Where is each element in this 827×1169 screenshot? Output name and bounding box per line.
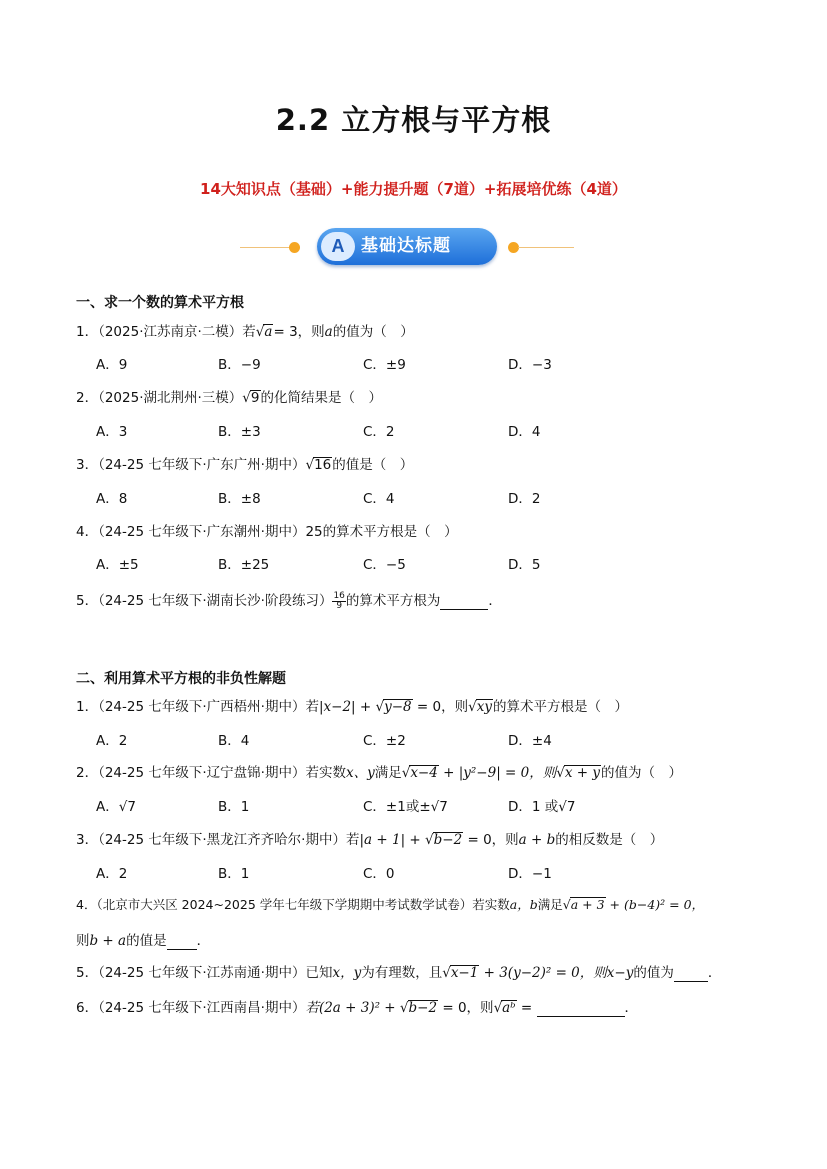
option-d[interactable]: D．±4 — [508, 733, 552, 749]
radical-expr: y−8 — [384, 699, 412, 715]
question-text: ． — [196, 933, 211, 949]
radical-expr: 9 — [250, 390, 260, 406]
question-2-1: 1．（24-25 七年级下·广西梧州·期中）若|x−2| + √y−8 = 0，则√xy的算术平方根是（ ） — [76, 699, 628, 715]
question-text: = 3，则 — [273, 324, 325, 340]
question-text: 若实数 — [472, 897, 510, 912]
question-text: 的值为 — [633, 965, 674, 981]
question-number: 5． — [76, 965, 99, 981]
question-number: 4． — [76, 897, 97, 912]
fraction-denominator: 9 — [336, 600, 343, 611]
question-text: 的值为（ ） — [601, 765, 682, 781]
question-text: 的相反数是（ ） — [555, 832, 664, 848]
math-var: a — [324, 324, 333, 340]
question-number: 5． — [76, 593, 99, 609]
option-c[interactable]: C．±9 — [363, 357, 406, 373]
option-b[interactable]: B．±25 — [218, 557, 270, 573]
option-a[interactable]: A．±5 — [96, 557, 139, 573]
math-vars: x、y — [345, 765, 375, 781]
banner-left-dot — [289, 242, 300, 253]
math-expr: + 3(y−2)² = 0，则 — [479, 965, 607, 981]
question-2-4-line2 — [76, 929, 210, 950]
question-text: 的算术平方根为 — [345, 593, 441, 609]
option-d[interactable]: D．−3 — [508, 357, 552, 373]
banner-text: 基础达标题 — [361, 236, 451, 256]
option-a[interactable]: A．8 — [96, 491, 128, 507]
question-text: = 0，则 — [463, 832, 519, 848]
question-number: 2． — [76, 765, 99, 781]
radical-expr: a — [264, 324, 273, 340]
answer-blank[interactable] — [537, 1000, 625, 1017]
math-expr: x−y — [606, 965, 634, 981]
question-text: 的值是 — [126, 933, 167, 949]
question-text: ． — [707, 965, 722, 981]
question-source: （24-25 七年级下·江西南昌·期中） — [98, 1000, 306, 1016]
banner-right-line — [518, 247, 574, 248]
question-number: 4． — [76, 524, 99, 540]
option-a[interactable]: A．√7 — [96, 799, 136, 815]
banner-left-line — [240, 247, 296, 248]
question-source: （24-25 七年级下·江苏南通·期中） — [98, 965, 306, 981]
option-a[interactable]: A．3 — [96, 424, 128, 440]
section-heading-1: 一、求一个数的算术平方根 — [76, 295, 244, 311]
math-vars: a，b — [509, 897, 538, 912]
question-2-6: 6．（24-25 七年级下·江西南昌·期中）若(2a + 3)² + √b−2 = 0，则√aᵇ = ． — [76, 1000, 639, 1016]
math-vars: x，y — [332, 965, 362, 981]
radical-expr: x−1 — [450, 965, 479, 981]
option-d[interactable]: D．4 — [508, 424, 541, 440]
question-2-2: 2．（24-25 七年级下·辽宁盘锦·期中）若实数x、y满足√x−4 + |y²−9| = 0，则√x + y的值为（ ） — [76, 765, 682, 781]
question-source: （2025·江苏南京·二模） — [98, 324, 243, 340]
section-heading-2: 二、利用算术平方根的非负性解题 — [76, 671, 286, 687]
option-c[interactable]: C．4 — [363, 491, 395, 507]
question-text: 的值为（ ） — [332, 324, 414, 340]
question-text: 的算术平方根是（ ） — [492, 699, 628, 715]
fraction — [332, 592, 345, 611]
question-number: 1． — [76, 324, 99, 340]
answer-blank[interactable] — [167, 933, 197, 950]
question-text: = — [516, 1000, 537, 1016]
question-source: （24-25 七年级下·广东潮州·期中） — [98, 524, 306, 540]
option-d[interactable]: D．2 — [508, 491, 541, 507]
question-number: 1． — [76, 699, 99, 715]
radical-expr: x + y — [564, 765, 600, 781]
question-source: （24-25 七年级下·辽宁盘锦·期中） — [98, 765, 306, 781]
question-number: 3． — [76, 457, 99, 473]
option-a[interactable]: A．2 — [96, 866, 128, 882]
option-b[interactable]: B．±8 — [218, 491, 261, 507]
math-expr: a + b — [518, 832, 556, 848]
question-source: （24-25 七年级下·黑龙江齐齐哈尔·期中） — [98, 832, 346, 848]
question-1-5 — [76, 589, 502, 611]
question-text: = 0，则 — [438, 1000, 494, 1016]
option-b[interactable]: B．4 — [218, 733, 250, 749]
question-2-3: 3．（24-25 七年级下·黑龙江齐齐哈尔·期中）若|a + 1| + √b−2 = 0，则a + b的相反数是（ ） — [76, 832, 664, 848]
question-2-4: 4．（北京市大兴区 2024~2025 学年七年级下学期期中考试数学试卷）若实数a，b满足√a + 3 + (b−4)² = 0， — [76, 897, 705, 912]
question-text: 若| — [305, 699, 324, 715]
math-expr: 若(2a + 3)² + — [305, 1000, 400, 1016]
question-source: （北京市大兴区 2024~2025 学年七年级下学期期中考试数学试卷） — [96, 897, 473, 912]
option-c[interactable]: C．0 — [363, 866, 395, 882]
question-2-5: 5．（24-25 七年级下·江苏南通·期中）已知x，y为有理数，且√x−1 + 3(y−2)² = 0，则x−y的值为 ． — [76, 965, 722, 981]
question-source: （24-25 七年级下·湖南长沙·阶段练习） — [98, 593, 333, 609]
question-source: （24-25 七年级下·广东广州·期中） — [98, 457, 306, 473]
question-text: 若| — [345, 832, 365, 848]
radical-expr: xy — [476, 699, 492, 715]
question-text: 则 — [76, 933, 90, 949]
option-d[interactable]: D．5 — [508, 557, 541, 573]
option-c[interactable]: C．−5 — [363, 557, 406, 573]
option-b[interactable]: B．−9 — [218, 357, 261, 373]
question-text: 满足 — [537, 897, 563, 912]
radical-expr: aᵇ — [502, 1000, 516, 1016]
answer-blank[interactable] — [440, 593, 488, 610]
question-number: 3． — [76, 832, 99, 848]
question-1-3: 3．（24-25 七年级下·广东广州·期中）√16的值是（ ） — [76, 457, 414, 473]
math-expr: + (b−4)² = 0， — [605, 897, 705, 912]
math-expr: + |y²−9| = 0，则 — [438, 765, 557, 781]
option-a[interactable]: A．9 — [96, 357, 128, 373]
question-1-4 — [76, 520, 458, 540]
radical-expr: x−4 — [410, 765, 438, 781]
option-d[interactable]: D．1 或√7 — [508, 799, 576, 815]
question-text: 25的算术平方根是（ ） — [305, 524, 458, 540]
question-text: | + — [400, 832, 426, 848]
option-b[interactable]: B．1 — [218, 799, 250, 815]
section-banner — [240, 228, 575, 266]
question-text: 的值是（ ） — [332, 457, 414, 473]
math-expr: a + 1 — [364, 832, 401, 848]
banner-pill — [317, 228, 497, 265]
question-text: = 0，则 — [412, 699, 469, 715]
answer-blank[interactable] — [674, 965, 708, 982]
option-b[interactable]: B．1 — [218, 866, 250, 882]
question-number: 6． — [76, 1000, 99, 1016]
question-source: （2025·湖北荆州·三模） — [98, 390, 243, 406]
question-text: 的化简结果是（ ） — [260, 390, 382, 406]
option-c[interactable]: C．±2 — [363, 733, 406, 749]
question-1-1: 1．（2025·江苏南京·二模）若√a= 3，则a的值为（ ） — [76, 324, 414, 340]
question-number: 2． — [76, 390, 99, 406]
question-text: 为有理数，且 — [361, 965, 443, 981]
radical-expr: 16 — [314, 457, 332, 473]
question-source: （24-25 七年级下·广西梧州·期中） — [98, 699, 306, 715]
question-text: | + — [351, 699, 376, 715]
question-text: 若 — [242, 324, 256, 340]
question-text: 若实数 — [305, 765, 346, 781]
option-a[interactable]: A．2 — [96, 733, 128, 749]
math-expr: b + a — [89, 933, 127, 949]
radical-expr: b−2 — [408, 1000, 438, 1016]
question-text: 已知 — [305, 965, 333, 981]
question-text: ． — [488, 593, 502, 609]
question-text: ． — [624, 1000, 639, 1016]
option-c[interactable]: C．2 — [363, 424, 395, 440]
math-expr: x−2 — [323, 699, 352, 715]
radical-expr: b−2 — [433, 832, 463, 848]
page-subtitle: 14大知识点（基础）+能力提升题（7道）+拓展培优练（4道） — [200, 180, 627, 198]
option-b[interactable]: B．±3 — [218, 424, 261, 440]
option-c[interactable]: C．±1或±√7 — [363, 799, 448, 815]
question-1-2: 2．（2025·湖北荆州·三模）√9的化简结果是（ ） — [76, 390, 382, 406]
option-d[interactable]: D．−1 — [508, 866, 552, 882]
page-title: 2.2 立方根与平方根 — [275, 103, 552, 137]
fraction-numerator: 16 — [333, 590, 345, 601]
banner-letter: A — [321, 232, 355, 261]
question-text: 满足 — [374, 765, 402, 781]
radical-expr: a + 3 — [570, 897, 605, 912]
